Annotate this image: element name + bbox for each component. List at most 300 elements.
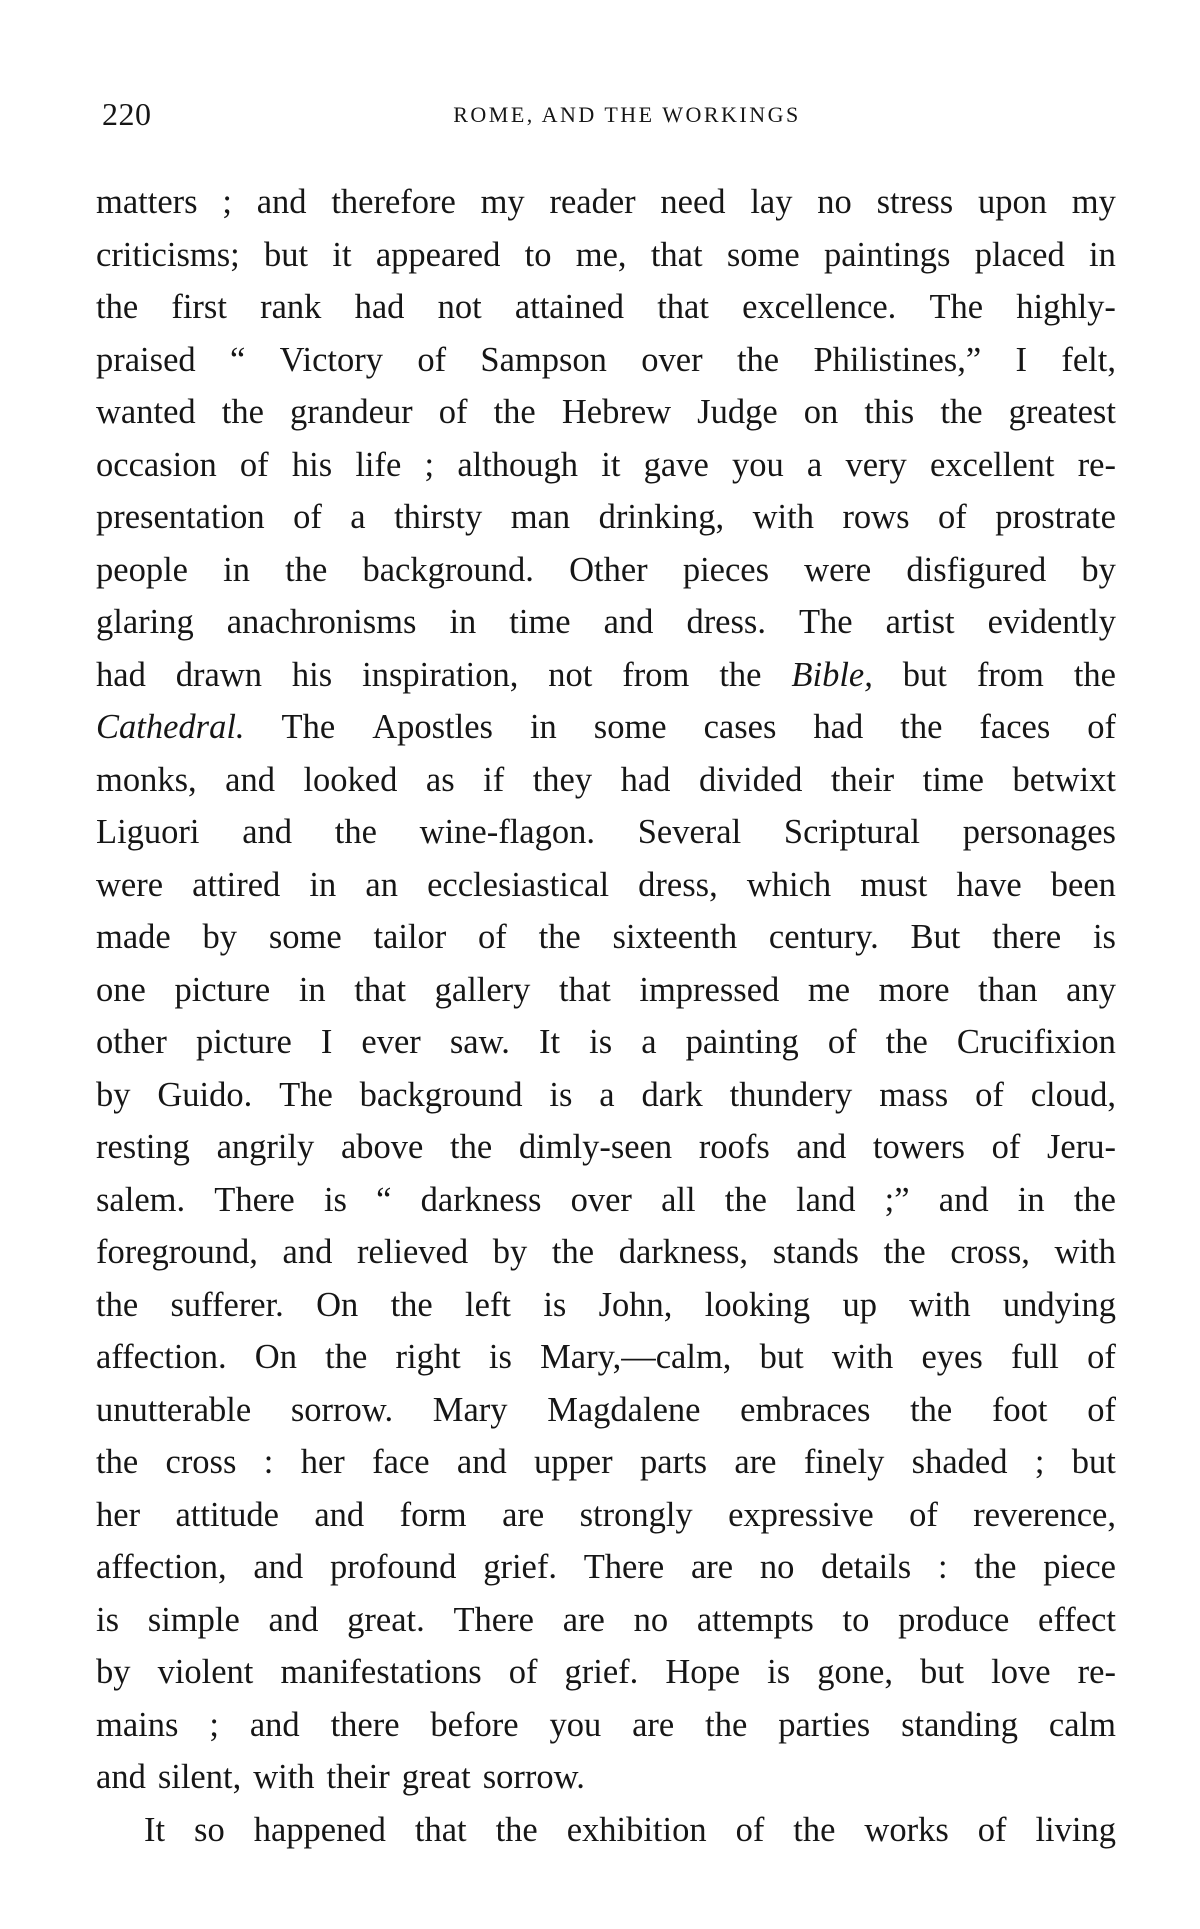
word: praised <box>96 340 196 379</box>
word: is <box>1092 918 1116 956</box>
text-line <box>96 1804 1116 1857</box>
word: betwixt <box>1012 760 1116 799</box>
word: of <box>508 1653 538 1691</box>
word: rank <box>260 288 322 326</box>
word: time <box>922 760 984 799</box>
text-line <box>96 859 1116 912</box>
word: other <box>96 1023 167 1061</box>
word: drawn <box>175 655 262 694</box>
word: it <box>332 235 352 274</box>
word: no <box>759 1548 795 1586</box>
word: this <box>864 393 915 431</box>
word: evidently <box>987 603 1116 641</box>
word: Cathedral. <box>96 708 245 746</box>
word: details <box>821 1548 912 1586</box>
word: gave <box>643 445 709 484</box>
word: the <box>96 1443 139 1481</box>
word: embraces <box>740 1390 871 1429</box>
word: of <box>1087 708 1116 746</box>
word: dark <box>641 1075 703 1114</box>
word: love <box>991 1653 1051 1691</box>
word: one <box>96 970 146 1009</box>
word: sorrow. <box>290 1390 394 1429</box>
word: some <box>593 708 667 746</box>
word: excellence. <box>742 288 897 326</box>
word: life <box>355 445 402 484</box>
word: Liguori <box>96 813 200 851</box>
word: strongly <box>579 1495 693 1534</box>
word: and <box>938 1180 989 1219</box>
word: ever <box>361 1023 421 1061</box>
word: although <box>457 445 579 484</box>
word: tailor <box>373 918 447 956</box>
word: faces <box>979 708 1051 746</box>
word: I <box>320 1023 333 1061</box>
word: I <box>1015 340 1027 379</box>
word: of <box>1087 1338 1116 1376</box>
word: John, <box>598 1285 673 1324</box>
word: : <box>937 1548 948 1586</box>
text-line <box>96 439 1116 492</box>
word: is <box>323 1180 347 1219</box>
word: happened <box>253 1810 386 1849</box>
word: drinking, <box>598 498 725 536</box>
word: darkness, <box>618 1233 749 1271</box>
word: her <box>96 1495 141 1534</box>
word: “ <box>376 1180 392 1219</box>
word: salem. <box>96 1180 186 1219</box>
word: of <box>977 1810 1007 1849</box>
word: unutterable <box>96 1390 252 1429</box>
word: sufferer. <box>170 1285 284 1324</box>
word: and <box>256 183 307 221</box>
word: relieved <box>357 1233 469 1271</box>
word: greatest <box>1008 393 1116 431</box>
word: my <box>1071 183 1116 221</box>
word: On <box>254 1338 297 1376</box>
text-line <box>96 649 1116 702</box>
text-line <box>96 1069 1116 1122</box>
word: There <box>214 1180 295 1219</box>
word: the <box>1073 655 1116 694</box>
word: It <box>144 1810 166 1849</box>
word: a <box>350 498 366 536</box>
word: you <box>731 445 784 484</box>
word: and <box>268 1600 319 1639</box>
word: Scriptural <box>783 813 920 851</box>
word: background. <box>362 550 534 589</box>
word: works <box>864 1810 949 1849</box>
word: than <box>978 970 1038 1009</box>
word: and <box>253 1548 304 1586</box>
word: the <box>883 1233 926 1271</box>
word: piece <box>1043 1548 1116 1586</box>
word: is <box>543 1285 567 1324</box>
word: angrily <box>216 1128 315 1166</box>
text-line <box>96 386 1116 439</box>
word: that <box>650 235 703 274</box>
word: the <box>495 1810 538 1849</box>
text-line <box>96 491 1116 544</box>
word: pieces <box>682 550 770 589</box>
word: looking <box>704 1285 811 1324</box>
word: were <box>96 865 164 904</box>
word: so <box>194 1810 225 1849</box>
word: been <box>1050 865 1116 904</box>
word: wanted <box>96 393 196 431</box>
word: and <box>796 1128 847 1166</box>
word: a <box>599 1075 615 1114</box>
word: no <box>817 183 852 221</box>
word: produce <box>898 1600 1010 1639</box>
word: they <box>532 760 593 799</box>
word: painting <box>685 1023 799 1061</box>
word: highly- <box>1016 288 1116 326</box>
word: with <box>253 1758 315 1796</box>
word: On <box>316 1285 359 1324</box>
word: but <box>902 655 947 694</box>
word: picture <box>174 970 271 1009</box>
word: is <box>96 1600 120 1639</box>
word: sixteenth <box>612 918 738 956</box>
text-line <box>96 701 1116 754</box>
word: But <box>910 918 961 956</box>
word: are <box>734 1443 777 1481</box>
word: in <box>223 550 250 589</box>
word: need <box>660 183 726 221</box>
word: right <box>395 1338 461 1376</box>
word: all <box>661 1180 696 1219</box>
word: grief. <box>564 1653 639 1691</box>
word: resting <box>96 1128 190 1166</box>
word: on <box>803 393 839 431</box>
word: ; <box>209 1705 219 1744</box>
word: stands <box>772 1233 859 1271</box>
word: her <box>300 1443 345 1481</box>
word: ; <box>222 183 232 221</box>
text-line <box>96 1699 1116 1752</box>
word: to <box>842 1600 870 1639</box>
word: Several <box>637 813 742 851</box>
word: is <box>488 1338 512 1376</box>
word: grandeur <box>290 393 413 431</box>
word: re- <box>1077 445 1116 484</box>
word: Mary <box>432 1390 508 1429</box>
word: his <box>291 655 333 694</box>
text-line <box>96 1594 1116 1647</box>
word: great <box>401 1758 471 1796</box>
word: of <box>478 918 507 956</box>
text-line <box>96 1384 1116 1437</box>
word: felt, <box>1061 340 1116 379</box>
word: wine-flagon. <box>419 813 595 851</box>
word: are <box>632 1705 675 1744</box>
word: living <box>1035 1810 1116 1849</box>
word: and <box>249 1705 300 1744</box>
word: dress, <box>638 865 718 904</box>
word: in <box>1089 235 1116 274</box>
word: standing <box>901 1705 1018 1744</box>
word: of <box>991 1128 1021 1166</box>
word: not <box>437 288 482 326</box>
word: Philistines,” <box>813 340 982 379</box>
text-line <box>96 1279 1116 1332</box>
word: effect <box>1038 1600 1116 1639</box>
word: century. <box>768 918 879 956</box>
word: Hope <box>665 1653 741 1691</box>
word: the <box>551 1233 595 1271</box>
word: Jeru- <box>1047 1128 1116 1166</box>
word: inspiration, <box>362 655 519 694</box>
word: an <box>365 865 398 904</box>
word: artist <box>885 603 955 641</box>
word: the <box>390 1285 433 1324</box>
word: ; <box>424 445 435 484</box>
word: paintings <box>823 235 951 274</box>
word: any <box>1066 970 1116 1009</box>
word: that <box>559 970 611 1009</box>
word: and <box>314 1495 365 1534</box>
word: simple <box>147 1600 240 1639</box>
word: towers <box>872 1128 965 1166</box>
word: have <box>956 865 1022 904</box>
word: reverence, <box>973 1495 1116 1534</box>
text-line <box>96 596 1116 649</box>
word: but <box>759 1338 804 1376</box>
word: to <box>524 235 552 274</box>
word: first <box>171 288 227 326</box>
word: the <box>900 708 943 746</box>
word: face <box>372 1443 430 1481</box>
word: re- <box>1077 1653 1116 1691</box>
word: thirsty <box>394 498 483 536</box>
word: in <box>309 865 337 904</box>
word: impressed <box>639 970 780 1009</box>
word: had <box>813 708 864 746</box>
word: The <box>279 1075 333 1114</box>
word: and <box>603 603 654 641</box>
word: Hebrew <box>561 393 672 431</box>
word: monks, <box>96 760 197 799</box>
word: and <box>225 760 275 799</box>
word: are <box>562 1600 605 1639</box>
word: the <box>736 340 780 379</box>
word: in <box>1017 1180 1045 1219</box>
word: There <box>583 1548 665 1586</box>
word: prostrate <box>995 498 1116 536</box>
word: me, <box>575 235 627 274</box>
word: by <box>202 918 238 956</box>
word: divided <box>698 760 803 799</box>
word: The <box>929 288 984 326</box>
word: ;” <box>884 1180 910 1219</box>
word: criticisms; <box>96 235 240 274</box>
word: by <box>96 1653 131 1691</box>
word: Judge <box>697 393 778 431</box>
word: : <box>263 1443 274 1481</box>
word: the <box>910 1390 953 1429</box>
word: the <box>724 1180 767 1219</box>
word: mass <box>879 1075 949 1114</box>
text-line <box>96 281 1116 334</box>
word: is <box>767 1653 791 1691</box>
word: man <box>510 498 571 536</box>
word: had <box>620 760 671 799</box>
word: of <box>735 1810 765 1849</box>
word: Sampson <box>480 340 607 379</box>
text-line <box>96 229 1116 282</box>
word: affection. <box>96 1338 227 1376</box>
word: foreground, <box>96 1233 258 1271</box>
word: looked <box>303 760 398 799</box>
word: eyes <box>921 1338 983 1376</box>
word: of <box>239 445 269 484</box>
word: gone, <box>817 1653 893 1691</box>
text-line <box>96 911 1116 964</box>
word: attitude <box>175 1495 279 1534</box>
page-number: 220 <box>102 96 152 132</box>
word: appeared <box>375 235 501 274</box>
word: Crucifixion <box>956 1023 1116 1061</box>
word: Guido. <box>157 1075 253 1114</box>
word: some <box>726 235 800 274</box>
word: a <box>806 445 823 484</box>
word: picture <box>195 1023 292 1061</box>
word: upon <box>978 183 1048 221</box>
word: up <box>842 1285 877 1324</box>
word: his <box>291 445 333 484</box>
word: the <box>538 918 581 956</box>
word: the <box>793 1810 836 1849</box>
word: violent <box>157 1653 254 1691</box>
word: foot <box>991 1390 1048 1429</box>
word: of <box>909 1495 938 1534</box>
word: the <box>96 1285 139 1324</box>
word: attempts <box>696 1600 814 1639</box>
word: disfigured <box>906 550 1047 589</box>
word: the <box>493 393 536 431</box>
word: and <box>282 1233 333 1271</box>
word: darkness <box>420 1180 542 1219</box>
word: had <box>96 655 146 694</box>
word: which <box>746 865 832 904</box>
word: anachronisms <box>226 603 417 641</box>
text-line <box>96 1489 1116 1542</box>
word: and <box>242 813 293 851</box>
word: of <box>293 498 322 536</box>
word: some <box>268 918 342 956</box>
word: form <box>399 1495 467 1534</box>
word: undying <box>1002 1285 1116 1324</box>
word: land <box>796 1180 856 1219</box>
word: The <box>281 708 336 746</box>
word: background <box>359 1075 523 1114</box>
word: and <box>456 1443 507 1481</box>
word: but <box>1071 1443 1116 1481</box>
text-line <box>96 1436 1116 1489</box>
word: in <box>298 970 326 1009</box>
text-line <box>96 1751 1116 1804</box>
word: Other <box>569 550 648 589</box>
word: by <box>492 1233 528 1271</box>
word: the <box>719 655 762 694</box>
word: rows <box>842 498 910 536</box>
word: that <box>354 970 407 1009</box>
word: with <box>831 1338 894 1376</box>
word: finely <box>803 1443 885 1481</box>
word: no <box>633 1600 669 1639</box>
word: not <box>548 655 593 694</box>
word: the <box>285 550 328 589</box>
word: “ <box>229 340 246 379</box>
page-header <box>102 96 1112 136</box>
word: cross, <box>950 1233 1030 1271</box>
text-line <box>96 754 1116 807</box>
word: profound <box>329 1548 457 1586</box>
word: with <box>1054 1233 1116 1271</box>
word: but <box>920 1653 965 1691</box>
word: over <box>570 1180 632 1219</box>
word: but <box>264 235 309 274</box>
word: of <box>975 1075 1004 1114</box>
word: it <box>601 445 621 484</box>
word: mains <box>96 1705 179 1744</box>
text-line <box>96 1646 1116 1699</box>
word: the <box>974 1548 1017 1586</box>
word: Mary,—calm, <box>540 1338 732 1376</box>
text-line <box>96 964 1116 1017</box>
word: lay <box>750 183 793 221</box>
word: parts <box>639 1443 708 1481</box>
word: the <box>325 1338 368 1376</box>
text-line <box>96 1331 1116 1384</box>
word: shaded <box>911 1443 1008 1481</box>
word: Victory <box>279 340 383 379</box>
text-line <box>96 544 1116 597</box>
word: over <box>641 340 703 379</box>
word: great. <box>347 1600 425 1639</box>
text-line <box>96 1226 1116 1279</box>
word: calm <box>1048 1705 1116 1744</box>
word: you <box>549 1705 602 1744</box>
word: must <box>860 865 928 904</box>
word: of <box>1087 1390 1116 1429</box>
word: personages <box>962 813 1116 851</box>
word: expressive <box>728 1495 874 1534</box>
word: the <box>705 1705 748 1744</box>
word: very <box>845 445 907 484</box>
word: with <box>752 498 814 536</box>
word: were <box>804 550 872 589</box>
running-head: ROME, AND THE WORKINGS <box>453 102 801 127</box>
word: excellent <box>929 445 1055 484</box>
word: in <box>449 603 477 641</box>
word: me <box>807 970 851 1009</box>
word: cases <box>703 708 777 746</box>
word: presentation <box>96 498 265 536</box>
word: with <box>909 1285 971 1324</box>
word: Apostles <box>372 708 493 746</box>
word: by <box>96 1075 131 1114</box>
word: saw. <box>449 1023 510 1061</box>
text-line <box>96 1541 1116 1594</box>
word: There <box>453 1600 534 1639</box>
word: above <box>340 1128 424 1166</box>
word: roofs <box>698 1128 770 1166</box>
word: the <box>1073 1180 1116 1219</box>
word: attained <box>514 288 625 326</box>
word: cross <box>165 1443 237 1481</box>
